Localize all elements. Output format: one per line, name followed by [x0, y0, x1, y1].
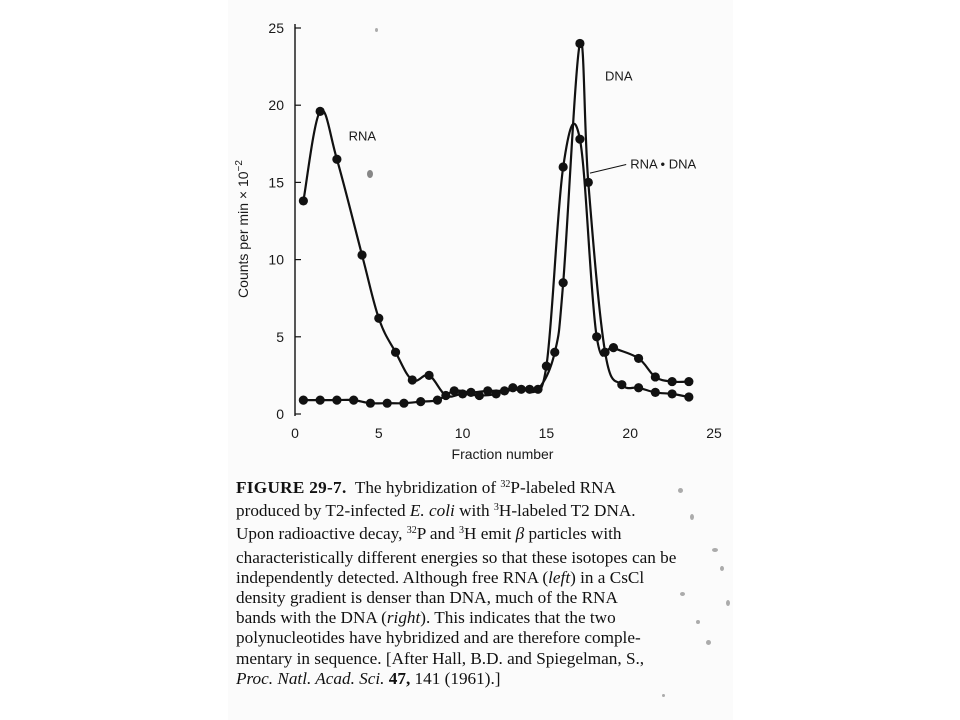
data-point-rna [559, 162, 568, 171]
data-point-rna [424, 371, 433, 380]
x-tick-label: 15 [538, 425, 555, 441]
y-tick-label: 15 [268, 174, 284, 191]
scan-speck [662, 694, 665, 697]
data-point-rna [316, 107, 325, 116]
caption-italic: β [515, 524, 525, 544]
data-point-dna [433, 396, 442, 405]
data-point-rna [634, 354, 643, 363]
caption-text: H-labeled T2 DNA. [498, 501, 636, 521]
scan-speck [696, 620, 700, 624]
x-tick-label: 0 [291, 425, 299, 441]
data-point-dna [366, 399, 375, 408]
caption-text: ) in a CsCl [570, 567, 645, 587]
data-point-rna [391, 348, 400, 357]
caption-text: ). This indicates that the two [420, 608, 616, 628]
caption-italic: E. coli [409, 501, 455, 521]
caption-bold: 47, [388, 668, 411, 688]
caption-line-10 [236, 669, 734, 689]
caption-line-1 [236, 478, 734, 501]
data-point-dna [617, 380, 626, 389]
data-point-rna [525, 385, 534, 394]
y-tick-label: 5 [276, 328, 284, 345]
caption-line-2 [236, 501, 734, 524]
data-point-dna [517, 385, 526, 394]
isotope-superscript: 32 [500, 479, 511, 490]
data-point-rna [684, 377, 693, 386]
data-point-dna [399, 399, 408, 408]
caption-text: with [459, 501, 490, 521]
chart-series-lines [303, 41, 689, 403]
data-point-rna [475, 391, 484, 400]
caption-text: bands with the DNA ( [236, 608, 387, 628]
label-leader-line [590, 165, 626, 174]
caption-text: The hybridization of [354, 478, 497, 497]
caption-text: particles with [528, 524, 622, 544]
data-point-dna [299, 396, 308, 405]
caption-line-4: characteristically different energies so that these isotopes can be [236, 547, 677, 567]
chart-data-points [299, 39, 697, 408]
caption-italic: Proc. Natl. Acad. Sci. [236, 668, 385, 688]
isotope-superscript: 32 [406, 525, 417, 537]
data-point-rna [458, 389, 467, 398]
data-point-dna [584, 178, 593, 187]
caption-text: 141 (1961).] [414, 668, 501, 688]
data-point-rna [374, 314, 383, 323]
data-point-rna [408, 375, 417, 384]
data-point-dna [575, 39, 584, 48]
isotope-superscript: 3 [459, 525, 465, 537]
caption-italic: right [386, 608, 421, 628]
scan-speck [367, 170, 373, 178]
data-point-rna [508, 383, 517, 392]
caption-italic: left [548, 567, 571, 587]
data-point-dna [349, 396, 358, 405]
caption-text: P and [416, 524, 455, 544]
data-point-dna [500, 386, 509, 395]
scan-speck [690, 514, 694, 520]
data-point-dna [416, 397, 425, 406]
data-point-dna [450, 386, 459, 395]
y-tick-label: 20 [268, 97, 284, 114]
scan-speck [706, 640, 711, 645]
series-label-dna: DNA [605, 68, 633, 84]
scan-speck [712, 548, 718, 552]
caption-text: produced by T2-infected [236, 501, 406, 521]
x-tick-label: 25 [706, 425, 722, 441]
y-tick-label: 10 [268, 251, 284, 268]
series-label-rna-dna: RNA • DNA [630, 156, 697, 172]
x-tick-label: 10 [454, 425, 471, 441]
x-tick-label: 20 [622, 425, 638, 441]
data-point-dna [684, 392, 693, 401]
data-point-dna [332, 396, 341, 405]
data-point-dna [466, 388, 475, 397]
caption-line-5 [236, 568, 734, 588]
scan-speck [680, 592, 685, 596]
data-point-rna [651, 372, 660, 381]
series-label-rna: RNA [348, 128, 377, 144]
series-line-dna [303, 41, 689, 403]
y-axis-title: Counts per $\min \times 10^{-2}$ [234, 160, 251, 298]
data-point-rna [332, 155, 341, 164]
x-axis-title: Fraction number [451, 446, 554, 462]
chart-labels [349, 68, 697, 173]
data-point-dna [668, 389, 677, 398]
data-point-dna [550, 348, 559, 357]
data-point-rna [492, 389, 501, 398]
caption-line-7 [236, 608, 734, 628]
scan-speck [375, 28, 378, 32]
data-point-rna [299, 196, 308, 205]
caption-line-6: density gradient is denser than DNA, much of the RNA [236, 588, 618, 608]
data-point-rna [357, 250, 366, 259]
x-tick-label: 5 [374, 425, 383, 441]
data-point-rna [441, 391, 450, 400]
caption-line-3 [236, 524, 734, 547]
scan-speck [720, 566, 724, 571]
caption-line-8: polynucleotides have hybridized and are therefore comple- [236, 628, 641, 648]
scan-speck [726, 600, 730, 606]
data-point-dna [600, 348, 609, 357]
figure-caption [236, 478, 734, 689]
data-point-rna [592, 332, 601, 341]
scan-speck [678, 488, 683, 493]
caption-text: independently detected. Although free RNA ( [236, 567, 549, 587]
caption-line-9: mentary in sequence. [After Hall, B.D. and Spiegelman, S., [236, 648, 645, 668]
data-point-dna [316, 396, 325, 405]
data-point-rna [668, 377, 677, 386]
caption-text: P-labeled RNA [510, 478, 616, 497]
y-tick-label: 25 [268, 20, 284, 36]
y-axis-title-exponent: −2 [234, 160, 245, 172]
data-point-dna [559, 278, 568, 287]
data-point-dna [651, 388, 660, 397]
data-point-rna [609, 343, 618, 352]
isotope-superscript: 3 [493, 502, 499, 514]
caption-heading: FIGURE 29-7. [236, 478, 347, 497]
data-point-rna [575, 135, 584, 144]
data-point-rna [542, 362, 551, 371]
caption-text: Upon radioactive decay, [236, 524, 403, 544]
y-tick-label: 0 [276, 406, 284, 422]
data-point-dna [533, 385, 542, 394]
caption-text: H emit [464, 524, 512, 544]
data-point-dna [634, 383, 643, 392]
data-point-dna [383, 399, 392, 408]
data-point-dna [483, 386, 492, 395]
